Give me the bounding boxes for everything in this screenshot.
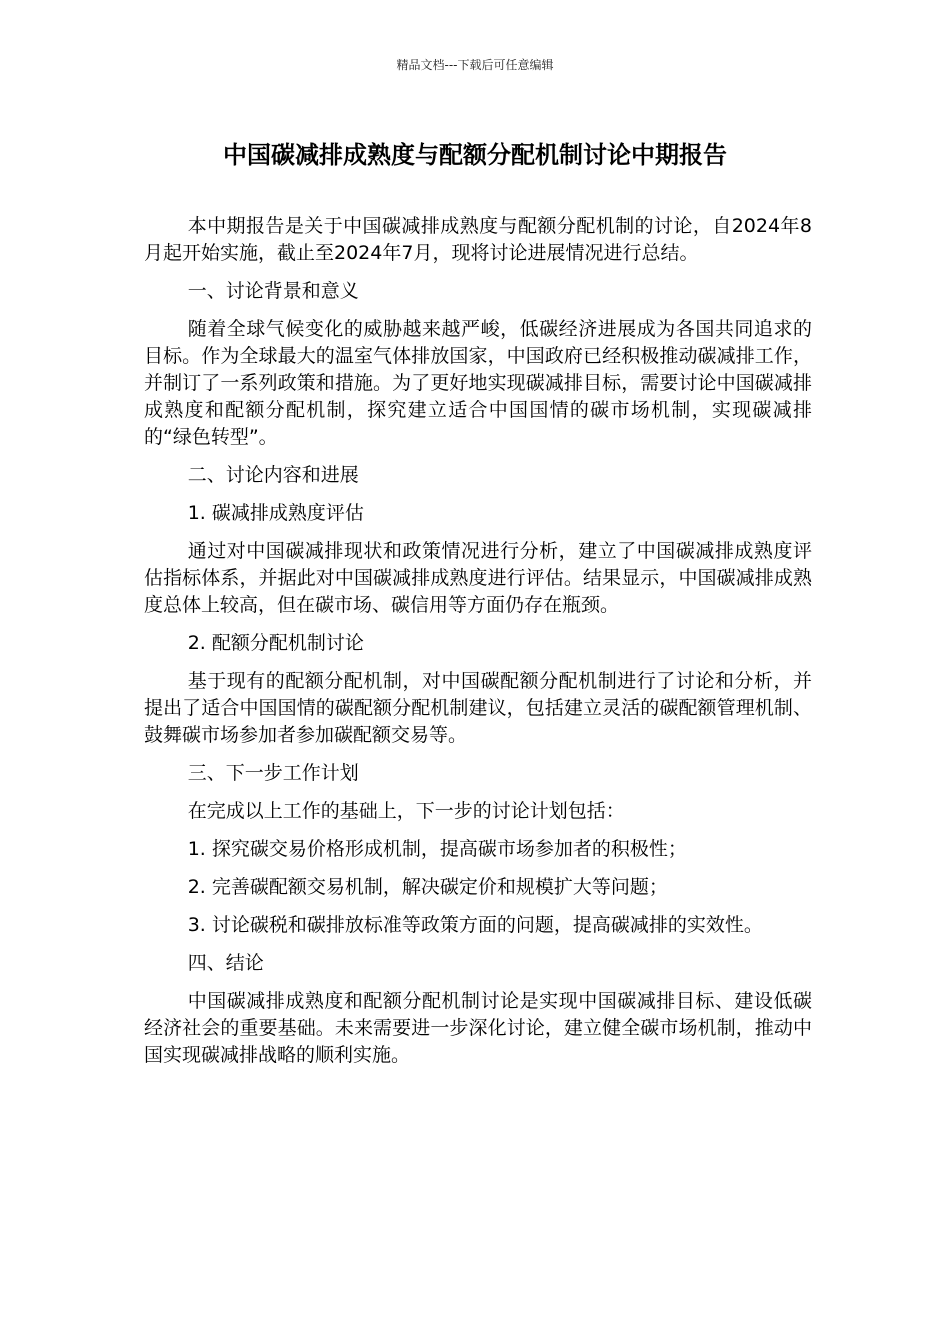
plan-item: 2. 完善碳配额交易机制，解决碳定价和规模扩大等问题； — [187, 876, 668, 898]
plan-item: 1. 探究碳交易价格形成机制，提高碳市场参加者的积极性； — [187, 838, 687, 860]
section-2-sub-1-paragraph: 通过对中国碳减排现状和政策情况进行分析，建立了中国碳减排成熟度评估指标体系，并据此对中国碳减排成熟度进行评估。结果显示，中国碳减排成熟度总体上较高，但在碳市场、碳信用等方面仍存在瓶颈。 — [144, 540, 812, 616]
section-2-sub-2-paragraph: 基于现有的配额分配机制，对中国碳配额分配机制进行了讨论和分析，并提出了适合中国国情的碳配额分配机制建议，包括建立灵活的碳配额管理机制、鼓舞碳市场参加者参加碳配额交易等。 — [144, 670, 812, 746]
section-3-heading: 三、下一步工作计划 — [187, 762, 359, 784]
section-1-paragraph: 随着全球气候变化的威胁越来越严峻，低碳经济进展成为各国共同追求的目标。作为全球最大的温室气体排放国家，中国政府已经积极推动碳减排工作，并制订了一系列政策和措施。为了更好地实现碳减排目标，需要讨论中国碳减排成熟度和配额分配机制，探究建立适合中国国情的碳市场机制，实现碳减排的“绿色转型”。 — [144, 318, 812, 448]
document-body — [144, 213, 812, 1080]
section-2-heading: 二、讨论内容和进展 — [187, 464, 359, 486]
section-4-heading: 四、结论 — [187, 952, 264, 974]
header-note: 精品文档---下载后可任意编辑 — [396, 58, 554, 72]
section-4-paragraph: 中国碳减排成熟度和配额分配机制讨论是实现中国碳减排目标、建设低碳经济社会的重要基础。未来需要进一步深化讨论，建立健全碳市场机制，推动中国实现碳减排战略的顺利实施。 — [144, 990, 812, 1066]
intro-paragraph: 本中期报告是关于中国碳减排成熟度与配额分配机制的讨论，自2024年8月起开始实施，截止至2024年7月，现将讨论进展情况进行总结。 — [144, 215, 812, 264]
section-3-lead: 在完成以上工作的基础上，下一步的讨论计划包括： — [187, 800, 625, 822]
section-1-heading: 一、讨论背景和意义 — [187, 280, 359, 302]
document-title: 中国碳减排成熟度与配额分配机制讨论中期报告 — [223, 141, 727, 169]
section-2-sub-1-heading: 1. 碳减排成熟度评估 — [187, 502, 364, 524]
section-2-sub-2-heading: 2. 配额分配机制讨论 — [187, 632, 364, 654]
plan-item: 3. 讨论碳税和碳排放标准等政策方面的问题，提高碳减排的实效性。 — [187, 914, 763, 936]
